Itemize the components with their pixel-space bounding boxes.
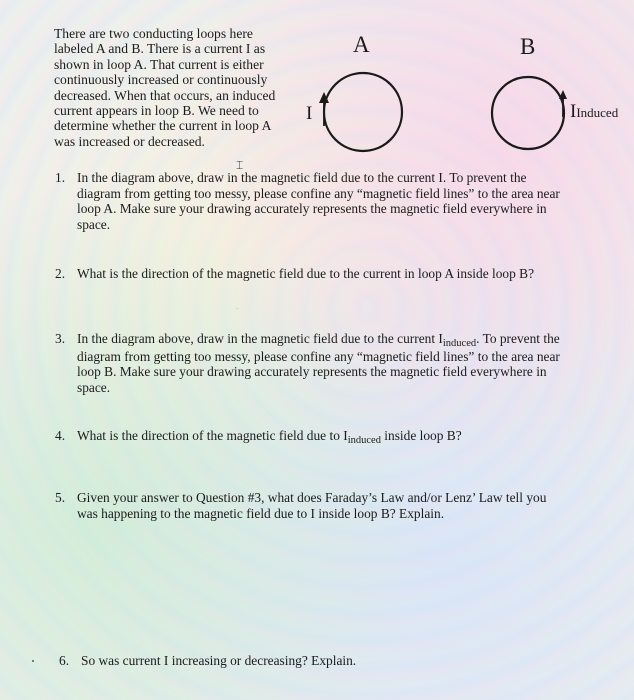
induced-current-subscript: Induced	[576, 105, 619, 120]
induced-subscript: induced	[442, 338, 477, 349]
loop-diagram	[0, 0, 634, 170]
question-2	[55, 266, 575, 282]
loop-a-label: A	[353, 32, 370, 57]
stray-dot	[32, 660, 34, 662]
question-number: 6.	[59, 653, 70, 668]
question-text	[77, 428, 575, 446]
induced-subscript: induced	[347, 435, 381, 446]
induced-current-symbol: I	[570, 101, 577, 122]
question-text: Given your answer to Question #3, what does Faraday’s Law and/or Lenz’ Law tell you was happening to the magnetic field due to I inside loop B? Explain.	[77, 490, 547, 521]
question-3	[55, 331, 565, 395]
question-text-part: In the diagram above, draw in the magnetic field due to the current I	[77, 331, 443, 346]
loop-b	[492, 77, 564, 149]
text-cursor-icon: ⌶	[236, 158, 244, 172]
intro-paragraph: There are two conducting loops here labeled A and B. There is a current I as shown in loop A. That current is either continuously increased or continuously decreased. When that occurs, an induced current appears in loop B. We need to determine whether the current in loop A was increased or decreased.	[54, 26, 276, 149]
question-text: What is the direction of the magnetic field due to the current in loop A inside loop B?	[77, 266, 535, 281]
induced-current-arrow-icon	[559, 90, 567, 117]
induced-current-label	[570, 101, 618, 123]
question-text: So was current I increasing or decreasing? Explain.	[81, 653, 357, 668]
question-number: 4.	[55, 428, 66, 443]
question-text-part: inside loop B?	[380, 428, 462, 443]
question-text	[77, 331, 565, 395]
question-number: 1.	[55, 170, 66, 185]
loop-b-label: B	[520, 34, 536, 59]
question-6	[59, 653, 579, 669]
current-i-label: I	[306, 103, 313, 124]
question-number: 5.	[55, 490, 66, 505]
loop-a	[324, 73, 402, 151]
speck-mark: ·	[236, 305, 239, 313]
question-5	[55, 490, 565, 521]
question-1	[55, 170, 565, 232]
question-text: In the diagram above, draw in the magnetic field due to the current I. To prevent the diagram from getting too messy, please confine any “magnetic field lines” to the area near loop A. Make sure your drawing accurately represents the magnetic field everywhere in space.	[77, 170, 560, 232]
question-number: 3.	[55, 331, 66, 346]
question-text-part: What is the direction of the magnetic field due to I	[77, 428, 348, 443]
question-text-part: . To prevent the diagram from getting too messy, please confine any “magnetic field lines” to the area near loop B. Make sure your drawing accurately represents the magnetic field everywhere in space.	[77, 331, 560, 395]
question-4	[55, 428, 575, 446]
question-number: 2.	[55, 266, 66, 281]
